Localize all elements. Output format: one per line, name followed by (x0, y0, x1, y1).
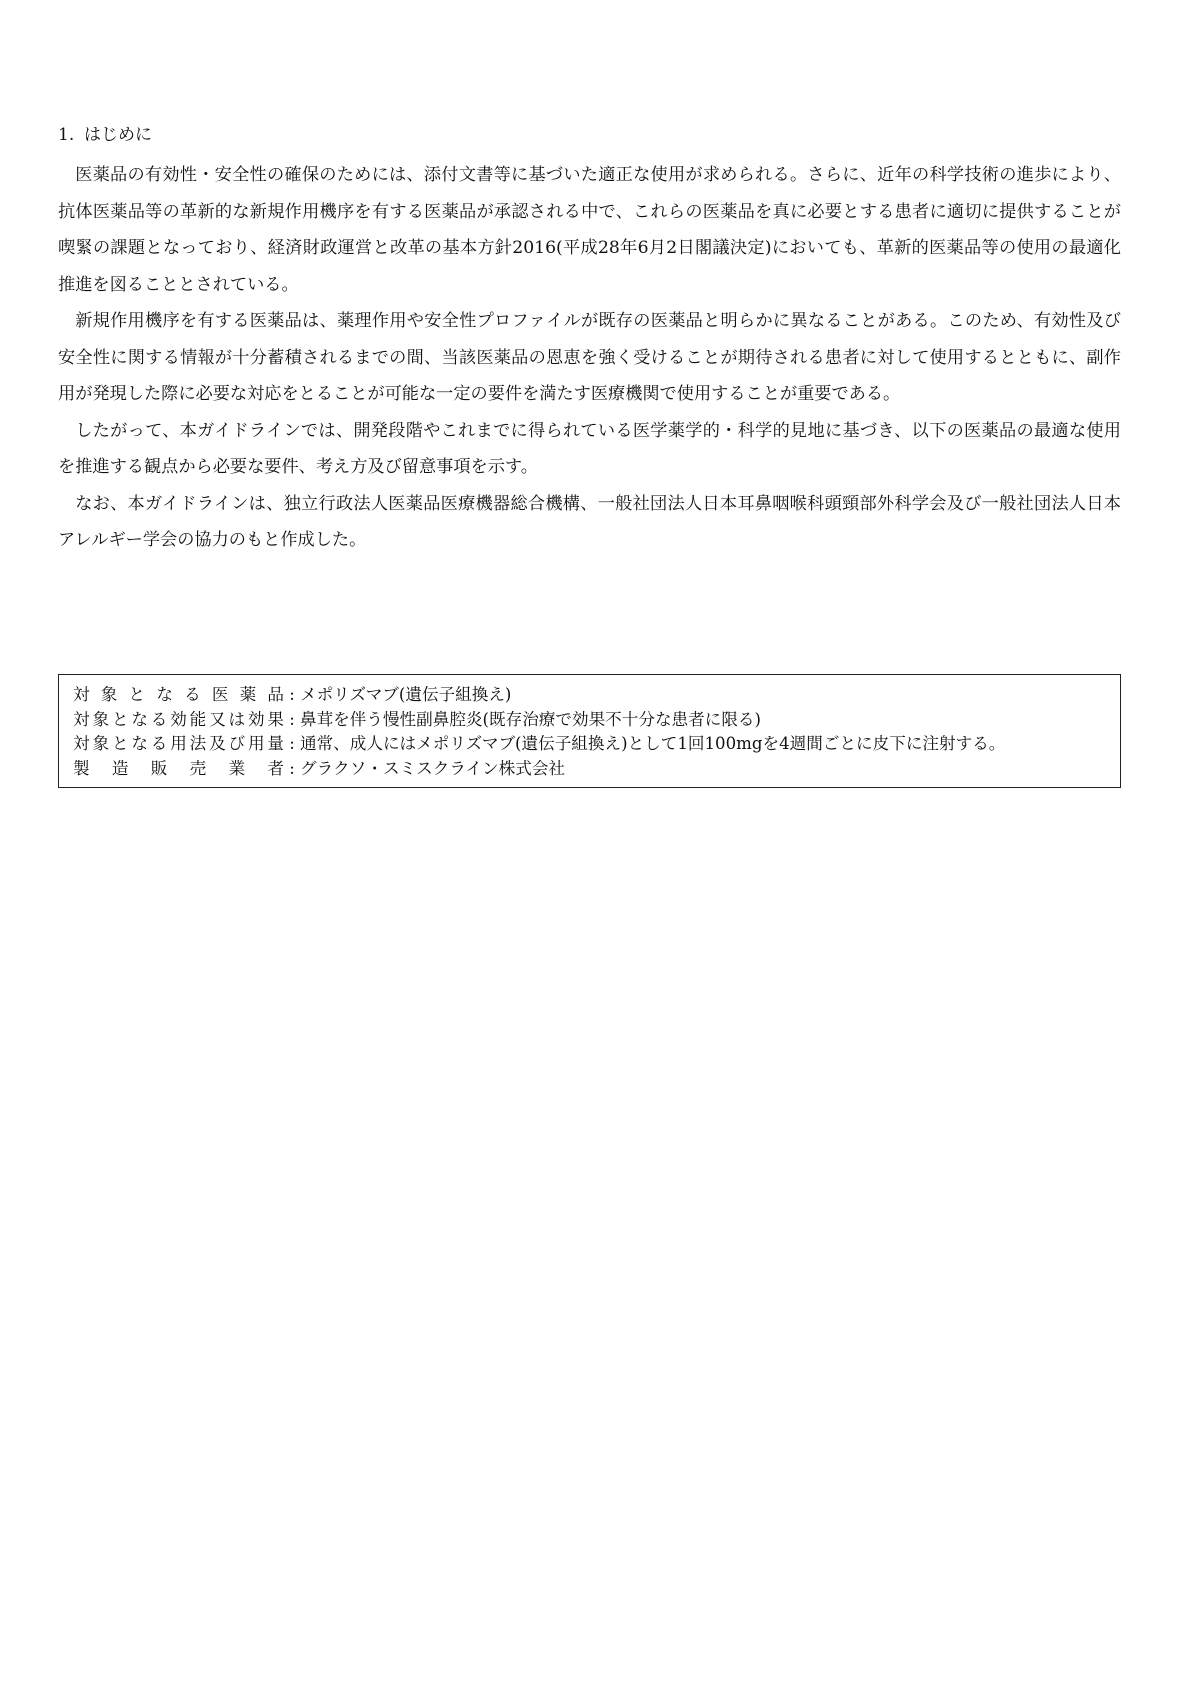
paragraph: したがって、本ガイドラインでは、開発段階やこれまでに得られている医学薬学的・科学的見地に基づき、以下の医薬品の最適な使用を推進する観点から必要な要件、考え方及び留意事項を示す。 (58, 420, 1121, 477)
info-separator: : (289, 758, 295, 778)
info-row-manufacturer (73, 757, 1106, 782)
info-label: 対象となる用法及び用量 (73, 734, 284, 754)
info-value: 通常、成人にはメポリズマブ(遺伝子組換え)として1回100mgを4週間ごとに皮下に注射する。 (300, 734, 1006, 754)
info-label: 製造販売業者 (73, 758, 284, 778)
info-value: 鼻茸を伴う慢性副鼻腔炎(既存治療で効果不十分な患者に限る) (300, 709, 761, 729)
info-label: 対象となる効能又は効果 (73, 709, 284, 729)
info-row-target-drug (73, 683, 1106, 708)
info-separator: : (289, 709, 295, 729)
info-separator: : (289, 685, 295, 704)
paragraph: なお、本ガイドラインは、独立行政法人医薬品医療機器総合機構、一般社団法人日本耳鼻咽喉科頭頸部外科学会及び一般社団法人日本アレルギー学会の協力のもと作成した。 (58, 493, 1121, 550)
section-number: 1. (58, 125, 75, 145)
drug-info-box (58, 674, 1121, 788)
section-title: はじめに (84, 125, 152, 145)
paragraph: 新規作用機序を有する医薬品は、薬理作用や安全性プロファイルが既存の医薬品と明らかに異なることがある。このため、有効性及び安全性に関する情報が十分蓄積されるまでの間、当該医薬品の恩恵を強く受けることが期待される患者に対して使用するとともに、副作用が発現した際に必要な対応をとることが可能な一定の要件を満たす医療機関で使用することが重要である。 (58, 311, 1121, 404)
info-value: メポリズマブ(遺伝子組換え) (300, 685, 512, 704)
info-value: グラクソ・スミスクライン株式会社 (300, 758, 566, 778)
info-row-dosage (73, 732, 1106, 757)
introduction-body (58, 157, 1121, 559)
info-row-indication (73, 708, 1106, 733)
info-separator: : (289, 734, 295, 754)
section-heading (58, 121, 152, 149)
paragraph: 医薬品の有効性・安全性の確保のためには、添付文書等に基づいた適正な使用が求められる。さらに、近年の科学技術の進歩により、抗体医薬品等の革新的な新規作用機序を有する医薬品が承認される中で、これらの医薬品を真に必要とする患者に適切に提供することが喫緊の課題となっており、経済財政運営と改革の基本方針2016(平成28年6月2日閣議決定)においても、革新的医薬品等の使用の最適化推進を図ることとされている。 (58, 165, 1121, 295)
info-label: 対象となる医薬品 (73, 685, 284, 704)
